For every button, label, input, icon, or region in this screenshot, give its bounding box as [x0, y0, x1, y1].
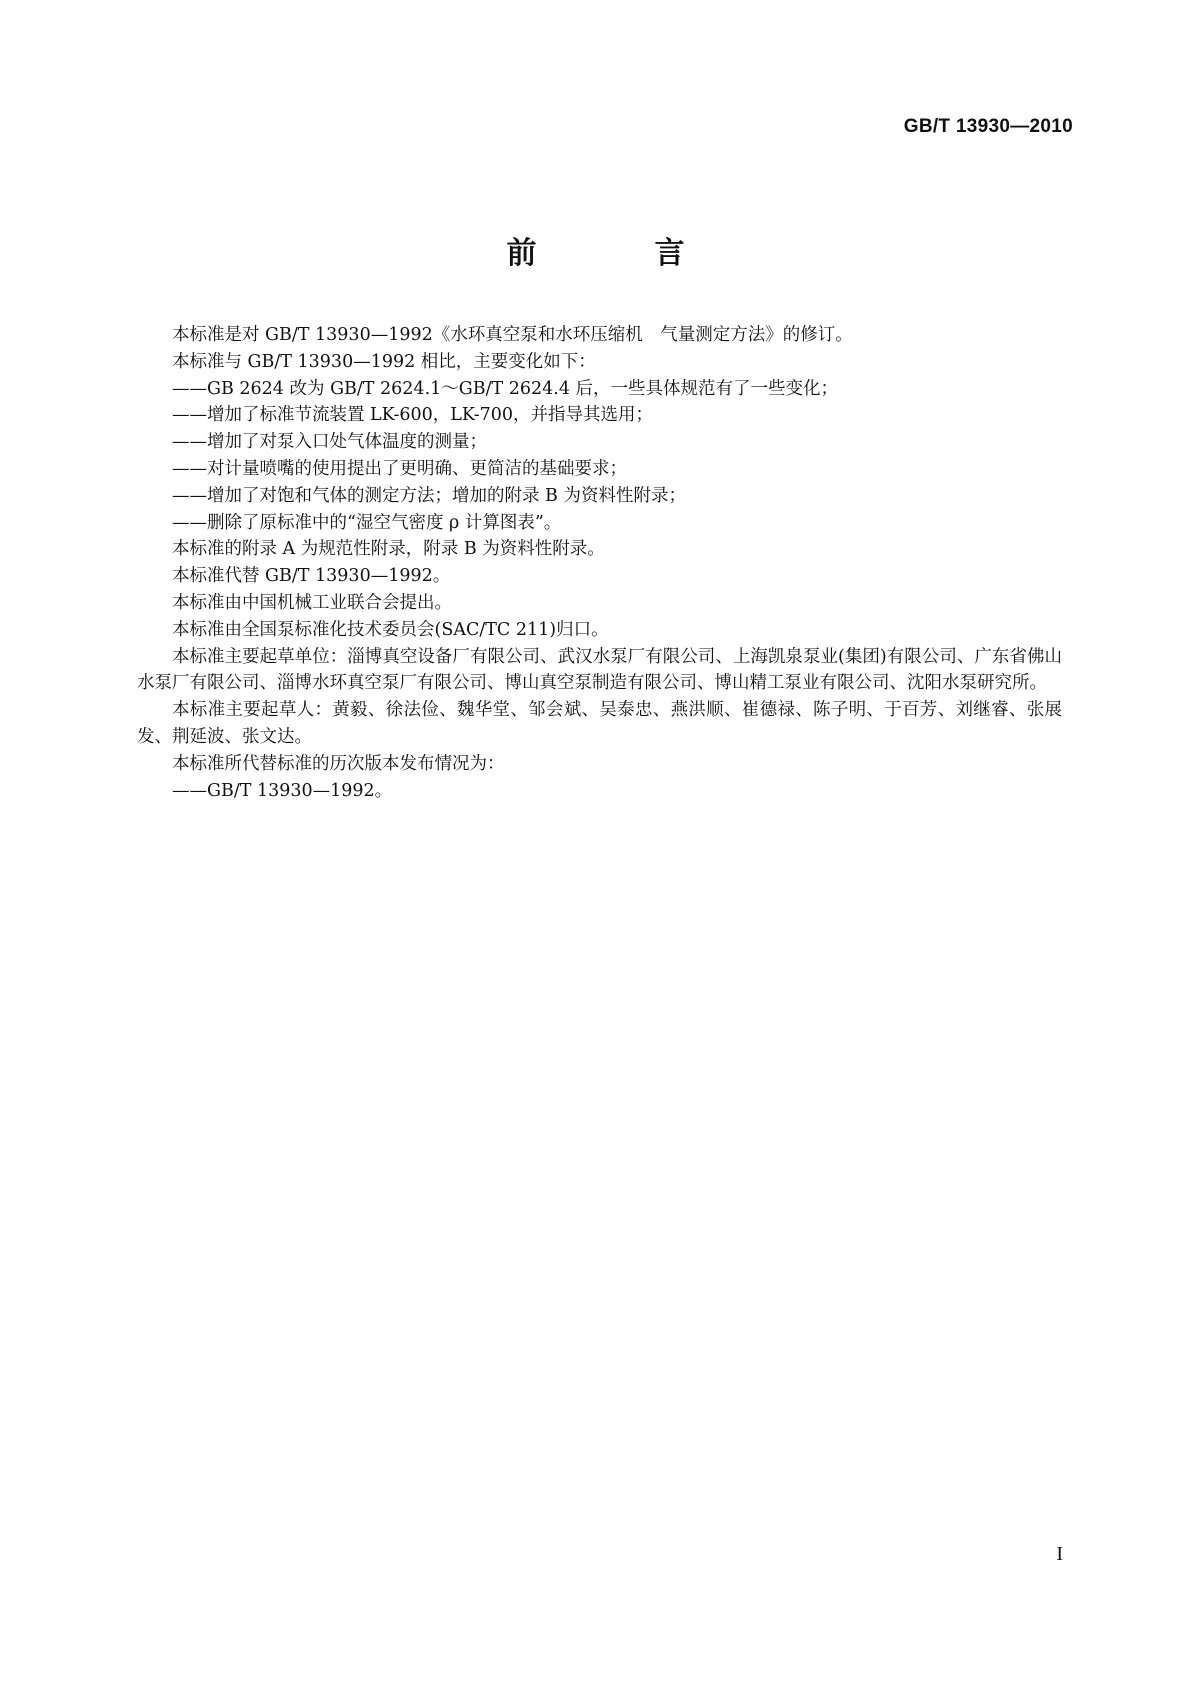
list-item: ——GB 2624 改为 GB/T 2624.1～GB/T 2624.4 后，一些具体规范有了一些变化； [172, 378, 839, 399]
paragraph: 本标准由全国泵标准化技术委员会(SAC/TC 211)归口。 [172, 619, 609, 640]
drafters-paragraph: 本标准主要起草人：黄毅、徐法俭、魏华堂、邹会斌、吴泰忠、燕洪顺、崔德禄、陈子明、于百芳、刘继睿、张展发、荆延波、张文达。 [137, 700, 1062, 747]
drafting-units-paragraph: 本标准主要起草单位：淄博真空设备厂有限公司、武汉水泵厂有限公司、上海凯泉泵业(集团)有限公司、广东省佛山水泵厂有限公司、淄博水环真空泵厂有限公司、博山真空泵制造有限公司、博山精工泵业有限公司、沈阳水泵研究所。 [137, 646, 1062, 694]
list-item: ——对计量喷嘴的使用提出了更明确、更简洁的基础要求； [172, 458, 627, 479]
page-title: 前 言 [506, 236, 729, 271]
paragraph: 本标准由中国机械工业联合会提出。 [172, 592, 452, 613]
list-item: ——增加了对泵入口处气体温度的测量； [172, 432, 487, 453]
foreword-body [137, 322, 1062, 804]
paragraph: 本标准代替 GB/T 13930—1992。 [172, 566, 451, 587]
list-item: ——GB/T 13930—1992。 [172, 780, 393, 801]
paragraph: 本标准是对 GB/T 13930—1992《水环真空泵和水环压缩机 气量测定方法》的修订。 [172, 325, 853, 345]
list-item: ——增加了标准节流装置 LK-600，LK-700，并指导其选用； [172, 405, 654, 426]
paragraph: 本标准与 GB/T 13930—1992 相比，主要变化如下： [172, 351, 596, 372]
standard-code: GB/T 13930—2010 [903, 116, 1073, 137]
paragraph: 本标准所代替标准的历次版本发布情况为： [172, 753, 505, 774]
list-item: ——增加了对饱和气体的测定方法；增加的附录 B 为资料性附录； [172, 485, 686, 506]
paragraph: 本标准的附录 A 为规范性附录，附录 B 为资料性附录。 [172, 539, 605, 560]
page-number: I [1056, 1543, 1063, 1565]
list-item: ——删除了原标准中的“湿空气密度 ρ 计算图表”。 [172, 512, 562, 533]
